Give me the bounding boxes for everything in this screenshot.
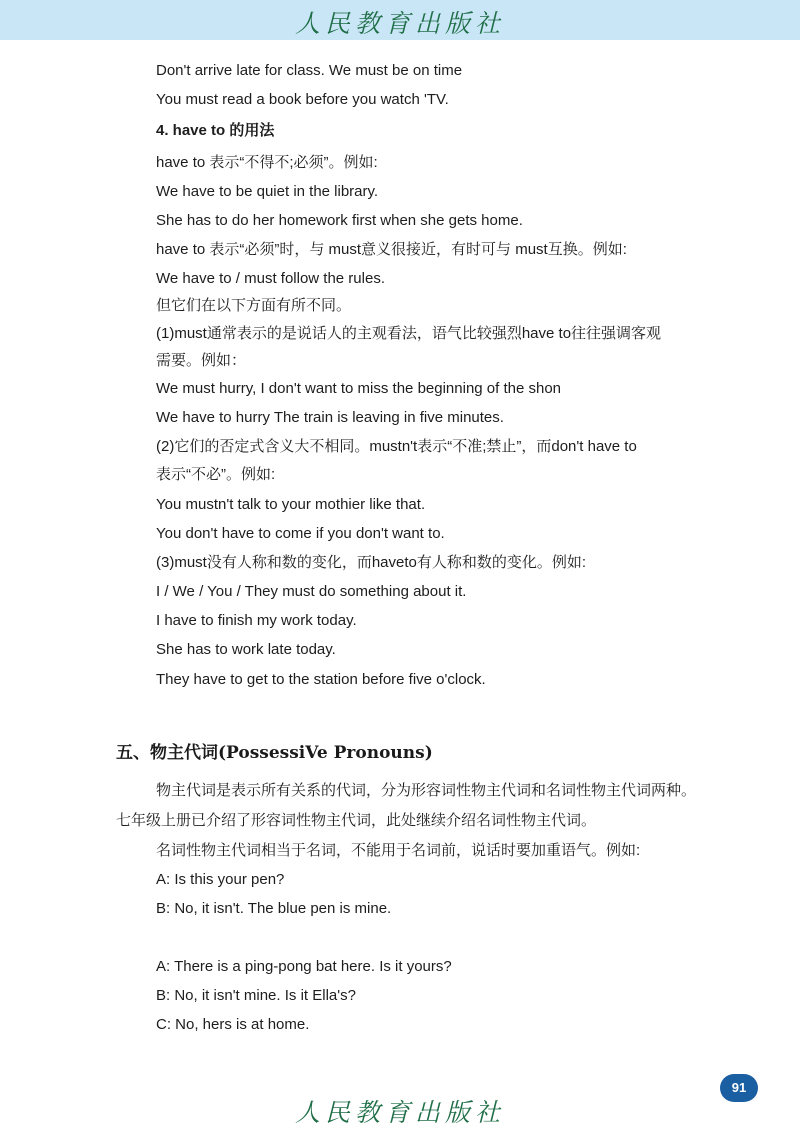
dialogue-line: B: No, it isn't. The blue pen is mine. (156, 900, 392, 917)
text-line: We have to hurry The train is leaving in five minutes. (156, 409, 504, 426)
dialogue-line: A: There is a ping-pong bat here. Is it yours? (156, 958, 452, 975)
text-line: We must hurry, I don't want to miss the beginning of the shon (156, 380, 562, 397)
text-line: We have to be quiet in the library. (156, 183, 379, 200)
text-line: I / We / You / They must do something about it. (156, 583, 467, 600)
page-number-badge: 91 (720, 1074, 758, 1102)
text-line: I have to finish my work today. (156, 612, 357, 629)
dialogue-line: B: No, it isn't mine. Is it Ella's? (156, 987, 356, 1004)
text-line: have to 表示“必须”时，与 must意义很接近，有时可与 must互换。例如: (156, 241, 627, 258)
publisher-logo: 人民教育出版社 (294, 9, 505, 38)
text-line: We have to / must follow the rules. (156, 270, 385, 287)
text-line: have to 表示“不得不;必须”。例如: (156, 154, 378, 171)
text-line: She has to work late today. (156, 641, 336, 658)
text-line: 表示“不必”。例如: (156, 466, 276, 483)
text-line: (1)must通常表示的是说话人的主观看法，语气比较强烈have to往往强调客观 (156, 325, 662, 342)
section-title: 五、物主代词(PossessiVe Pronouns) (116, 743, 433, 763)
text-line: She has to do her homework first when she gets home. (156, 212, 523, 229)
text-line: (2)它们的否定式含义大不相同。mustn't表示“不准;禁止”，而don't have to (156, 438, 637, 455)
text-line: 需要。例如： (156, 352, 247, 369)
text-line: You mustn't talk to your mothier like that. (156, 496, 426, 513)
text-line: You don't have to come if you don't want to. (156, 525, 445, 542)
text-line: They have to get to the station before five o'clock. (156, 671, 486, 688)
paragraph-line: 物主代词是表示所有关系的代词，分为形容词性物主代词和名词性物主代词两种。 (156, 782, 697, 799)
dialogue-line: A: Is this your pen? (156, 871, 285, 888)
dialogue-line: C: No, hers is at home. (156, 1016, 310, 1033)
paragraph-line: 名词性物主代词相当于名词，不能用于名词前，说话时要加重语气。例如: (156, 842, 641, 859)
paragraph-line: 七年级上册已介绍了形容词性物主代词，此处继续介绍名词性物主代词。 (116, 812, 597, 829)
text-line: You must read a book before you watch 'TV. (156, 91, 449, 108)
subsection-heading: 4. have to 的用法 (156, 122, 275, 139)
text-line: 但它们在以下方面有所不同。 (156, 297, 352, 314)
text-line: (3)must没有人称和数的变化，而haveto有人称和数的变化。例如: (156, 554, 587, 571)
publisher-logo-footer: 人民教育出版社 (294, 1098, 505, 1127)
text-line: Don't arrive late for class. We must be on time (156, 62, 463, 79)
